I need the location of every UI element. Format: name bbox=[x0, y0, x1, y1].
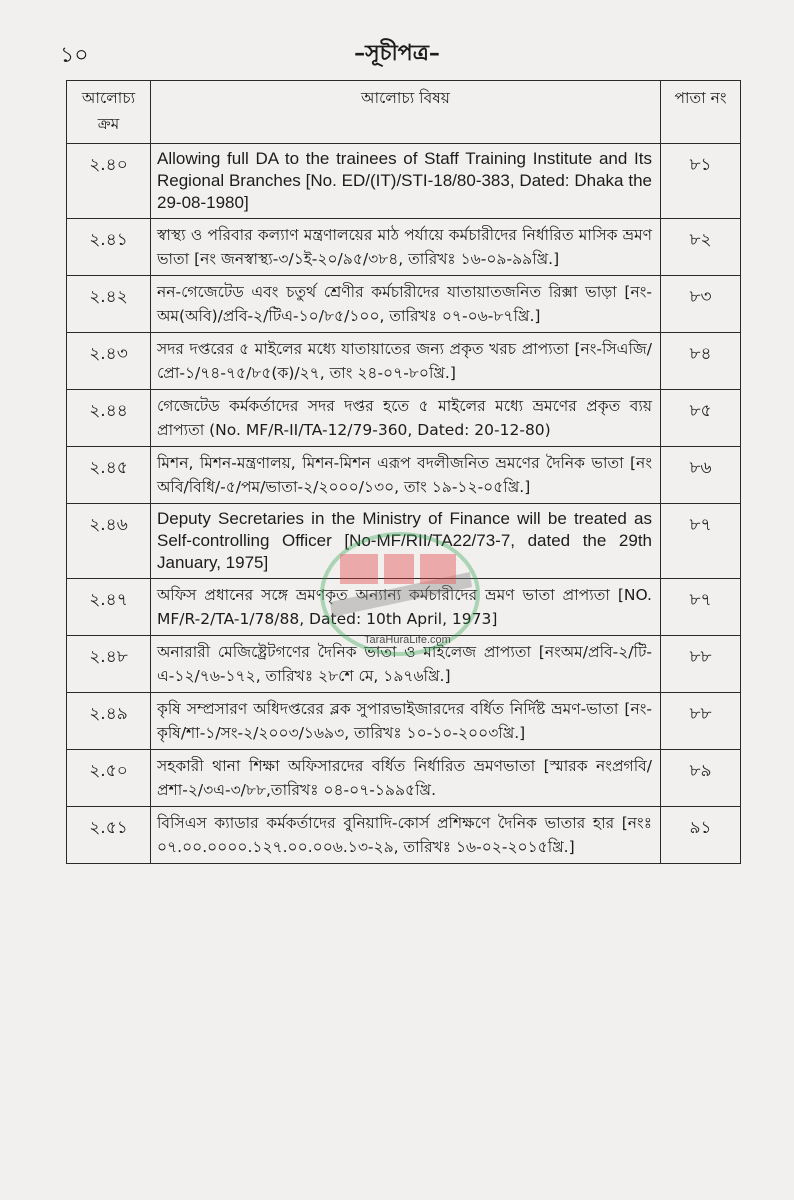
row-serial: ২.৪২ bbox=[67, 276, 151, 333]
table-row bbox=[67, 219, 741, 276]
row-page: ৮৫ bbox=[661, 390, 741, 447]
row-subject: কৃষি সম্প্রসারণ অধিদপ্তরের ব্লক সুপারভাইজারদের বর্ধিত নির্দিষ্ট ভ্রমণ-ভাতা [নং-কৃষি/শা-১/সং-২/২০০৩/১৬৯৩, তারিখঃ ১০-১০-২০০৩খ্রি.] bbox=[151, 693, 661, 750]
row-serial: ২.৪৩ bbox=[67, 333, 151, 390]
watermark-text: TaraHuraLife.com bbox=[364, 634, 451, 646]
row-subject: সহকারী থানা শিক্ষা অফিসারদের বর্ধিত নির্ধারিত ভ্রমণভাতা [স্মারক নংপ্রগবি/প্রশা-২/৩এ-৩/৮৮,তারিখঃ ০৪-০৭-১৯৯৫খ্রি. bbox=[151, 750, 661, 807]
row-subject: অফিস প্রধানের সঙ্গে ভ্রমণকৃত অন্যান্য কর্মচারীদের ভ্রমণ ভাতা প্রাপ্যতা [NO. MF/R-2/TA-1/78/88, Dated: 10th April, 1973] bbox=[151, 579, 661, 636]
table-header-row bbox=[67, 81, 741, 144]
row-serial: ২.৪৮ bbox=[67, 636, 151, 693]
page-number: ১০ bbox=[60, 43, 89, 68]
row-page: ৮২ bbox=[661, 219, 741, 276]
row-subject: Allowing full DA to the trainees of Staff Training Institute and Its Regional Branches [No. ED/(IT)/STI-18/80-383, Dated: Dhaka the 29-08-1980] bbox=[151, 144, 661, 219]
table-row bbox=[67, 693, 741, 750]
row-page: ৮৯ bbox=[661, 750, 741, 807]
table-row bbox=[67, 750, 741, 807]
row-subject: স্বাস্থ্য ও পরিবার কল্যাণ মন্ত্রণালয়ের মাঠ পর্যায়ে কর্মচারীদের নির্ধারিত মাসিক ভ্রমণ ভাতা [নং জনস্বাস্থ্য-৩/১ই-২০/৯৫/৩৮৪, তারিখঃ ১৬-০৯-৯৯খ্রি.] bbox=[151, 219, 661, 276]
header-page: পাতা নং bbox=[661, 81, 741, 144]
row-serial: ২.৪৭ bbox=[67, 579, 151, 636]
row-serial: ২.৪০ bbox=[67, 144, 151, 219]
row-serial: ২.৪১ bbox=[67, 219, 151, 276]
table-row bbox=[67, 447, 741, 504]
row-serial: ২.৪৯ bbox=[67, 693, 151, 750]
row-page: ৮৮ bbox=[661, 693, 741, 750]
table-row bbox=[67, 333, 741, 390]
row-page: ৮১ bbox=[661, 144, 741, 219]
row-page: ৮৩ bbox=[661, 276, 741, 333]
toc-table bbox=[66, 80, 741, 864]
row-page: ৮৪ bbox=[661, 333, 741, 390]
row-subject: Deputy Secretaries in the Ministry of Finance will be treated as Self-controlling Officer [No-MF/RII/TA22/73-7, dated the 29th January, 1975] bbox=[151, 504, 661, 579]
row-page: ৮৭ bbox=[661, 504, 741, 579]
table-row bbox=[67, 807, 741, 864]
row-page: ৮৮ bbox=[661, 636, 741, 693]
row-subject: বিসিএস ক্যাডার কর্মকর্তাদের বুনিয়াদি-কোর্স প্রশিক্ষণে দৈনিক ভাতার হার [নংঃ ০৭.০০.০০০০.১২৭.০০.০০৬.১৩-২৯, তারিখঃ ১৬-০২-২০১৫খ্রি.] bbox=[151, 807, 661, 864]
header-subject: আলোচ্য বিষয় bbox=[151, 81, 661, 144]
row-serial: ২.৫১ bbox=[67, 807, 151, 864]
table-row bbox=[67, 390, 741, 447]
row-serial: ২.৪৫ bbox=[67, 447, 151, 504]
row-subject: মিশন, মিশন-মন্ত্রণালয়, মিশন-মিশন এরূপ বদলীজনিত ভ্রমণের দৈনিক ভাতা [নং অবি/বিধি/-৫/পম/ভাতা-২/২০০০/১৩০, তাং ১৯-১২-০৫খ্রি.] bbox=[151, 447, 661, 504]
table-row bbox=[67, 579, 741, 636]
row-page: ৮৭ bbox=[661, 579, 741, 636]
row-page: ৯১ bbox=[661, 807, 741, 864]
row-subject: নন-গেজেটেড এবং চতুর্থ শ্রেণীর কর্মচারীদের যাতায়াতজনিত রিক্সা ভাড়া [নং-অম(অবি)/প্রবি-২/টিএ-১০/৮৫/১০০, তারিখঃ ০৭-০৬-৮৭খ্রি.] bbox=[151, 276, 661, 333]
table-row bbox=[67, 504, 741, 579]
header-serial: আলোচ্য ক্রম bbox=[67, 81, 151, 144]
table-row bbox=[67, 276, 741, 333]
row-serial: ২.৪৬ bbox=[67, 504, 151, 579]
row-serial: ২.৪৪ bbox=[67, 390, 151, 447]
row-page: ৮৬ bbox=[661, 447, 741, 504]
page-header: –সূচীপত্র– bbox=[354, 40, 440, 66]
row-serial: ২.৫০ bbox=[67, 750, 151, 807]
row-subject: অনারারী মেজিষ্ট্রেটগণের দৈনিক ভাতা ও মাইলেজ প্রাপ্যতা [নংঅম/প্রবি-২/টি-এ-১২/৭৬-১৭২, তারিখঃ ২৮শে মে, ১৯৭৬খ্রি.] bbox=[151, 636, 661, 693]
table-row bbox=[67, 144, 741, 219]
row-subject: গেজেটেড কর্মকর্তাদের সদর দপ্তর হতে ৫ মাইলের মধ্যে ভ্রমণের প্রকৃত ব্যয় প্রাপ্যতা (No. MF/R-II/TA-12/79-360, Dated: 20-12-80) bbox=[151, 390, 661, 447]
row-subject: সদর দপ্তরের ৫ মাইলের মধ্যে যাতায়াতের জন্য প্রকৃত খরচ প্রাপ্যতা [নং-সিএজি/প্রো-১/৭৪-৭৫/৮৫(ক)/২৭, তাং ২৪-০৭-৮০খ্রি.] bbox=[151, 333, 661, 390]
